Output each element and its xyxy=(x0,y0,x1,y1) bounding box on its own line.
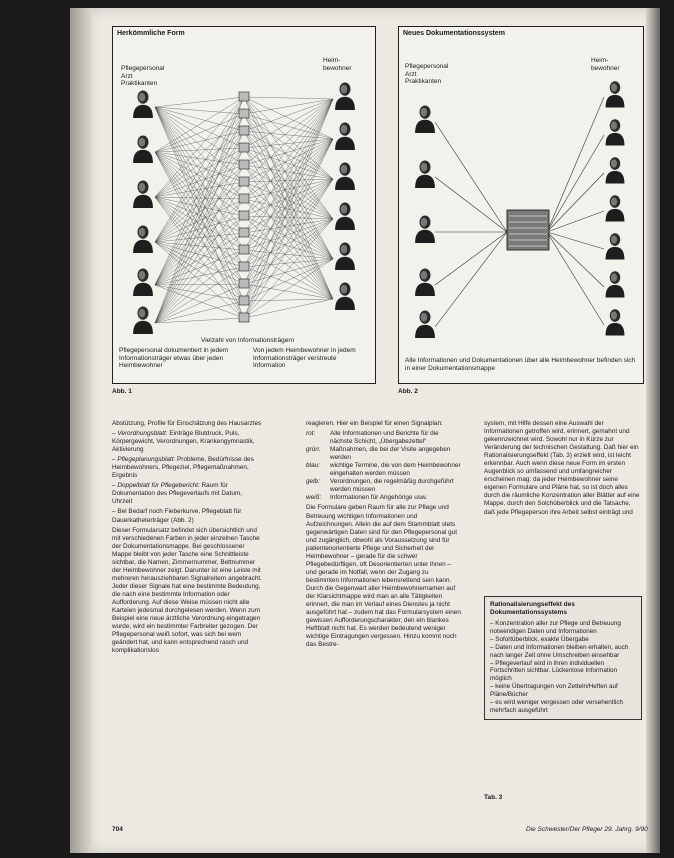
signal-color-meaning: Maßnahmen, die bei der Visite angegeben werden xyxy=(330,446,451,462)
connection-line xyxy=(244,99,333,131)
person-face-icon xyxy=(421,218,428,227)
connection-line xyxy=(155,131,244,152)
page-edge xyxy=(646,8,660,853)
signal-plan-entry xyxy=(306,462,462,478)
signal-color-meaning: Verordnungen, die regelmäßig durchgeführt werden müssen xyxy=(330,478,454,494)
person-body-icon xyxy=(606,323,625,336)
staff-person-icon xyxy=(133,136,153,164)
figure-1-note-right: Von jedem Heimbewohner in jedem Informationsträger verstreute Information xyxy=(253,347,356,369)
person-face-icon xyxy=(139,93,146,102)
information-carrier-icon xyxy=(239,279,249,288)
figure-1-caption: Abb. 1 xyxy=(112,388,132,395)
connection-line xyxy=(244,165,333,299)
col1-paragraph: Dieser Formularsatz befindet sich übersichtlich und mit verschiedenen Farben in jeder einzelnen Tasche der Dokumentationsmappe. Bei geschlossener Mappe bleibt von jeder Tasche eine Schnittleiste sichtbar, die Namen, Zimmernummer, Bettnummer der Heimbewohner zeigt. Darunter ist eine Leiste mit mehreren herausziehbaren Signalreitern angebracht. Jeder dieser Signale hat eine bestimmte Bedeutung, die nach eine bestimmte Information oder Aufforderung. Auf diese Weise müssen nicht alle Karteien jedesmal durchgelesen werden. Wenn zum Beispiel eine neue ärztliche Verordnung eingetragen wurde, wird ein bestimmter Farbreiter gezogen. Der Pflegepersonal weiß sofort, was sich bei wem geändert hat, und kann entsprechend rasch und komplikationslos xyxy=(112,526,262,655)
person-body-icon xyxy=(133,283,153,296)
connection-line xyxy=(244,165,333,259)
person-face-icon xyxy=(611,235,617,243)
information-carrier-icon xyxy=(239,160,249,169)
information-carrier-icon xyxy=(239,245,249,254)
staff-person-icon xyxy=(133,181,153,209)
person-face-icon xyxy=(139,309,146,318)
connection-line xyxy=(244,299,333,318)
list-dash: – xyxy=(112,508,118,516)
connection-line xyxy=(155,233,244,323)
connection-line xyxy=(155,97,244,107)
person-face-icon xyxy=(611,83,617,91)
connection-line xyxy=(155,267,244,323)
col1-list-item xyxy=(112,482,264,506)
connection-line xyxy=(155,250,244,285)
connection-line xyxy=(244,259,333,301)
resident-person-icon xyxy=(606,81,625,107)
person-face-icon xyxy=(341,285,348,294)
list-dash: – xyxy=(112,456,118,464)
connection-line xyxy=(155,165,244,285)
col1-item-head: Pflegeplanungsblatt: xyxy=(117,456,176,464)
figure-1-center-caption: Vielzahl von Informationsträgern xyxy=(201,337,295,344)
staff-person-icon xyxy=(415,311,435,339)
information-carrier-icon xyxy=(239,211,249,220)
resident-person-icon xyxy=(335,243,355,271)
connection-line xyxy=(155,152,244,199)
person-body-icon xyxy=(335,137,355,150)
col1-item-head: Doppelblatt für Pflegebericht: xyxy=(117,482,200,490)
person-body-icon xyxy=(606,285,625,298)
col1-list-item xyxy=(112,508,264,524)
connection-line xyxy=(155,114,244,323)
connection-line xyxy=(155,242,244,318)
documentation-folder-icon xyxy=(507,210,549,250)
connection-line xyxy=(244,99,333,284)
person-body-icon xyxy=(606,209,625,222)
col1-item-body: Raum für Dokumentation des Pflegeverlaufs mit Datum, Uhrzeit xyxy=(112,482,243,506)
person-face-icon xyxy=(341,125,348,134)
person-body-icon xyxy=(415,325,435,338)
connection-line xyxy=(155,216,244,242)
arrow-line xyxy=(547,211,604,232)
resident-person-icon xyxy=(335,163,355,191)
person-face-icon xyxy=(421,163,428,172)
table-3-caption: Tab. 3 xyxy=(484,794,503,801)
information-carrier-icon xyxy=(239,296,249,305)
information-carrier-icon xyxy=(239,228,249,237)
signal-plan-entry xyxy=(306,478,462,494)
figure-2-caption: Abb. 2 xyxy=(398,388,418,395)
person-face-icon xyxy=(611,121,617,129)
book-page xyxy=(70,8,660,853)
col2-intro: reagieren. Hier ein Beispiel für einen Signalplan: xyxy=(306,420,443,427)
rationalization-item: – Konzentration aller zur Pflege und Betreuung notwendigen Daten und Informationen xyxy=(490,620,621,635)
page-number: 704 xyxy=(112,826,123,833)
connection-line xyxy=(155,148,244,242)
staff-person-icon xyxy=(415,106,435,134)
person-face-icon xyxy=(341,245,348,254)
connection-line xyxy=(155,165,244,323)
staff-person-icon xyxy=(133,226,153,254)
person-face-icon xyxy=(421,108,428,117)
person-body-icon xyxy=(606,171,625,184)
person-body-icon xyxy=(335,177,355,190)
information-carrier-icon xyxy=(239,313,249,322)
signal-plan-entry xyxy=(306,430,462,446)
person-body-icon xyxy=(335,97,355,110)
staff-person-icon xyxy=(133,91,153,119)
connection-line xyxy=(155,148,244,152)
person-body-icon xyxy=(415,230,435,243)
signal-color-meaning: Informationen für Angehörige usw. xyxy=(330,494,427,502)
arrow-line xyxy=(547,173,604,232)
arrow-line xyxy=(435,122,507,232)
figure-1-title: Herkömmliche Form xyxy=(117,30,185,37)
col1-item-head: Verordnungsblatt: xyxy=(117,430,168,438)
person-face-icon xyxy=(421,313,428,322)
resident-person-icon xyxy=(606,157,625,183)
arrow-line xyxy=(435,177,507,232)
connection-line xyxy=(155,318,244,323)
text-column-1 xyxy=(112,420,264,655)
connection-line xyxy=(244,131,333,299)
arrow-line xyxy=(435,232,507,285)
book-gutter xyxy=(70,8,92,853)
resident-person-icon xyxy=(606,271,625,297)
rationalization-table xyxy=(484,596,642,720)
resident-person-icon xyxy=(335,203,355,231)
staff-person-icon xyxy=(415,216,435,244)
arrow-line xyxy=(547,135,604,232)
rationalization-item: – keine Übertragungen von Zetteln/Heften auf Pläne/Bücher xyxy=(490,683,618,699)
person-body-icon xyxy=(415,120,435,133)
rationalization-item: – Daten und Informationen bleiben erhalten, auch nach langer Zeit ohne Umschreiben einsehbar xyxy=(490,643,629,659)
arrow-line xyxy=(435,232,507,327)
connection-line xyxy=(244,139,333,216)
person-face-icon xyxy=(139,228,146,237)
connection-line xyxy=(244,199,333,259)
rationalization-item: – es wird weniger vergessen oder versehentlich mehrfach ausgeführt xyxy=(490,699,624,714)
person-body-icon xyxy=(415,175,435,188)
connection-line xyxy=(244,114,333,259)
connection-line xyxy=(244,139,333,199)
figure-2-left-label: Pflegepersonal Arzt Praktikanten xyxy=(405,63,449,85)
signal-plan-entry xyxy=(306,446,462,462)
connection-line xyxy=(244,97,333,259)
staff-person-icon xyxy=(133,269,153,297)
list-dash: – xyxy=(112,430,118,438)
col1-list-item xyxy=(112,456,264,480)
connection-line xyxy=(244,139,333,233)
connection-line xyxy=(244,99,333,216)
connection-line xyxy=(244,267,333,299)
connection-line xyxy=(244,99,333,199)
signal-color-key: blau: xyxy=(306,462,320,470)
connection-line xyxy=(244,179,333,182)
figure-2-title: Neues Dokumentationssystem xyxy=(403,30,505,37)
figure-1-traditional-form xyxy=(112,26,376,384)
person-body-icon xyxy=(335,217,355,230)
signal-color-key: gelb: xyxy=(306,478,320,486)
person-body-icon xyxy=(133,321,153,334)
text-column-2 xyxy=(306,420,462,649)
person-body-icon xyxy=(335,297,355,310)
rationalization-list xyxy=(490,620,636,715)
person-face-icon xyxy=(611,273,617,281)
person-body-icon xyxy=(415,283,435,296)
resident-person-icon xyxy=(335,83,355,111)
connection-line xyxy=(155,284,244,285)
staff-person-icon xyxy=(133,307,153,335)
connection-line xyxy=(244,165,333,179)
information-carrier-icon xyxy=(239,126,249,135)
information-carrier-icon xyxy=(239,177,249,186)
connection-line xyxy=(155,107,244,233)
col1-item-body: Bei Bedarf noch Fieberkurve, Pflegeblatt für Dauerkatheterträger (Abb. 2) xyxy=(112,508,242,524)
staff-person-icon xyxy=(415,269,435,297)
person-body-icon xyxy=(133,150,153,163)
list-dash: – xyxy=(112,482,118,490)
information-carrier-icon xyxy=(239,92,249,101)
col1-item-body: Probleme, Bedürfnisse des Heimbewohners, Pflegeziel, Pflegemaßnahmen, Ergebnis xyxy=(112,456,254,480)
connection-line xyxy=(244,99,333,267)
person-body-icon xyxy=(335,257,355,270)
col2-paragraph: Die Formulare geben Raum für alle zur Pflege und Betreuung wichtigen Informationen und Aufzeichnungen. Allein die auf dem Stammblatt stets gegenwärtigen Daten sind für den Pflegepersonal gut und zugänglich, obwohl als Voraussetzung sind für patientenorientierte Pflege und Sicherheit der Heimbewohner – gerade für die schwer Pflegebedürftigen, oft Desorientierten unter ihnen – und gerade im Notfall, wenn der Zugang zu bestimmten Informationen lebensrettend sein kann. Durch die Gegenwart aller Heimbewohnernamen auf der Klarsichtmappe wird man an alle Tätigkeiten erinnert, die man im Verlauf eines Dienstes ja nicht ausgeführt hat – zudem hat das Formularsystem einen gewissen Aufforderungscharakter, den ein blankes Heftblatt nicht hat. Es werden bedeutend weniger wichtige Eintragungen vergessen. Hinzu kommt noch das Bestre- xyxy=(306,504,461,649)
connection-line xyxy=(244,139,333,301)
person-body-icon xyxy=(133,195,153,208)
text-column-3 xyxy=(484,420,642,517)
connection-line xyxy=(244,114,333,299)
resident-person-icon xyxy=(335,283,355,311)
figure-1-left-label: Pflegepersonal Arzt Praktikanten xyxy=(121,65,165,87)
rationalization-item: – Sofortüberblick, exakte Übergabe xyxy=(490,635,589,643)
signal-plan-entry xyxy=(306,494,462,502)
person-face-icon xyxy=(421,271,428,280)
connection-line xyxy=(244,299,333,301)
person-face-icon xyxy=(139,271,146,280)
rationalization-table-title: Rationalisierungseffekt des Dokumentationssystems xyxy=(490,601,575,616)
connection-line xyxy=(244,199,333,219)
connection-line xyxy=(244,216,333,219)
arrow-line xyxy=(547,97,604,232)
resident-person-icon xyxy=(606,233,625,259)
person-face-icon xyxy=(341,165,348,174)
connection-line xyxy=(244,219,333,233)
connection-line xyxy=(155,107,244,199)
connection-line xyxy=(155,242,244,267)
signal-color-key: weiß: xyxy=(306,494,322,502)
person-face-icon xyxy=(139,183,146,192)
signal-color-meaning: Alle Informationen und Berichte für die nächste Schicht, „Übergabezettel“ xyxy=(330,430,439,446)
connection-line xyxy=(244,97,333,99)
information-carrier-icon xyxy=(239,109,249,118)
staff-person-icon xyxy=(415,161,435,189)
figure-1-note-left: Pflegepersonal dokumentiert in jedem Informationsträger etwas über jeden Heimbewohner xyxy=(119,347,229,369)
connection-line xyxy=(155,97,244,152)
information-carrier-icon xyxy=(239,262,249,271)
connection-line xyxy=(155,131,244,323)
person-face-icon xyxy=(611,197,617,205)
resident-person-icon xyxy=(606,119,625,145)
figure-2-new-system xyxy=(398,26,644,384)
person-face-icon xyxy=(611,311,617,319)
journal-footer: Die Schwester/Der Pfleger 29. Jahrg. 9/90 xyxy=(526,826,648,833)
rationalization-item: – Pflegeverlauf wird in ihren individuellen Fortschritten sichtbar. Lückenlose Information möglich xyxy=(490,659,618,683)
connection-line xyxy=(155,107,244,182)
person-body-icon xyxy=(606,133,625,146)
col1-item-body: Einträge Blutdruck, Puls, Körpergewicht, Verordnungen, Krankengymnastik, Aktivierung xyxy=(112,430,255,454)
connection-line xyxy=(155,131,244,242)
information-carrier-icon xyxy=(239,194,249,203)
resident-person-icon xyxy=(606,195,625,221)
figure-2-note: Alle Informationen und Dokumentationen über alle Heimbewohner befinden sich in einer Dokumentationsmappe xyxy=(405,357,636,372)
col1-list-item xyxy=(112,430,264,454)
resident-person-icon xyxy=(335,123,355,151)
person-face-icon xyxy=(341,85,348,94)
person-body-icon xyxy=(133,240,153,253)
connection-line xyxy=(244,179,333,199)
connection-line xyxy=(244,199,333,299)
signal-color-key: grün: xyxy=(306,446,321,454)
connection-line xyxy=(155,182,244,323)
person-body-icon xyxy=(606,95,625,108)
connection-line xyxy=(155,107,244,250)
connection-line xyxy=(244,97,333,139)
col1-intro: Abstützung, Profile für Einschätzung des Hausarztes xyxy=(112,420,262,427)
signal-color-key: rot: xyxy=(306,430,316,438)
person-body-icon xyxy=(133,105,153,118)
information-carrier-icon xyxy=(239,143,249,152)
connection-line xyxy=(155,242,244,284)
figure-1-right-label: Heim- bewohner xyxy=(323,57,352,72)
figure-2-right-label: Heim- bewohner xyxy=(591,57,620,72)
person-face-icon xyxy=(139,138,146,147)
person-body-icon xyxy=(606,247,625,260)
connection-line xyxy=(155,97,244,197)
connection-line xyxy=(244,139,333,284)
col3-paragraph: system, mit Hilfe dessen eine Auswahl der Informationen getroffen wird, erinnert, gemahnt und gekennzeichnet wird. Sowohl nur in Kürze zur Veränderung der technischen Gestaltung. Daß hier ein Rationalisierungseffekt (Tab. 3) erzielt wird, ist leicht erkennbar. Auch wenn diese neue Form im ersten Augenblick so umfassend und umfangreicher erscheinen mag: da jeder Heimbewohner seine eigenen Formulare und Pläne hat, so ist doch alles durch die räumliche Konzentration aller Blätter auf eine Mappe, durch den Solchüberblick und die Tatsache, daß jede Pflegeperson ihre Arbeit selbst einträgt und xyxy=(484,420,640,516)
connection-line xyxy=(244,233,333,259)
connection-line xyxy=(244,182,333,259)
connection-line xyxy=(244,139,333,165)
person-face-icon xyxy=(341,205,348,214)
person-face-icon xyxy=(611,159,617,167)
connection-line xyxy=(244,179,333,250)
signal-color-meaning: wichtige Termine, die von dem Heimbewohner eingehalten werden müssen xyxy=(330,462,461,478)
resident-person-icon xyxy=(606,309,625,335)
